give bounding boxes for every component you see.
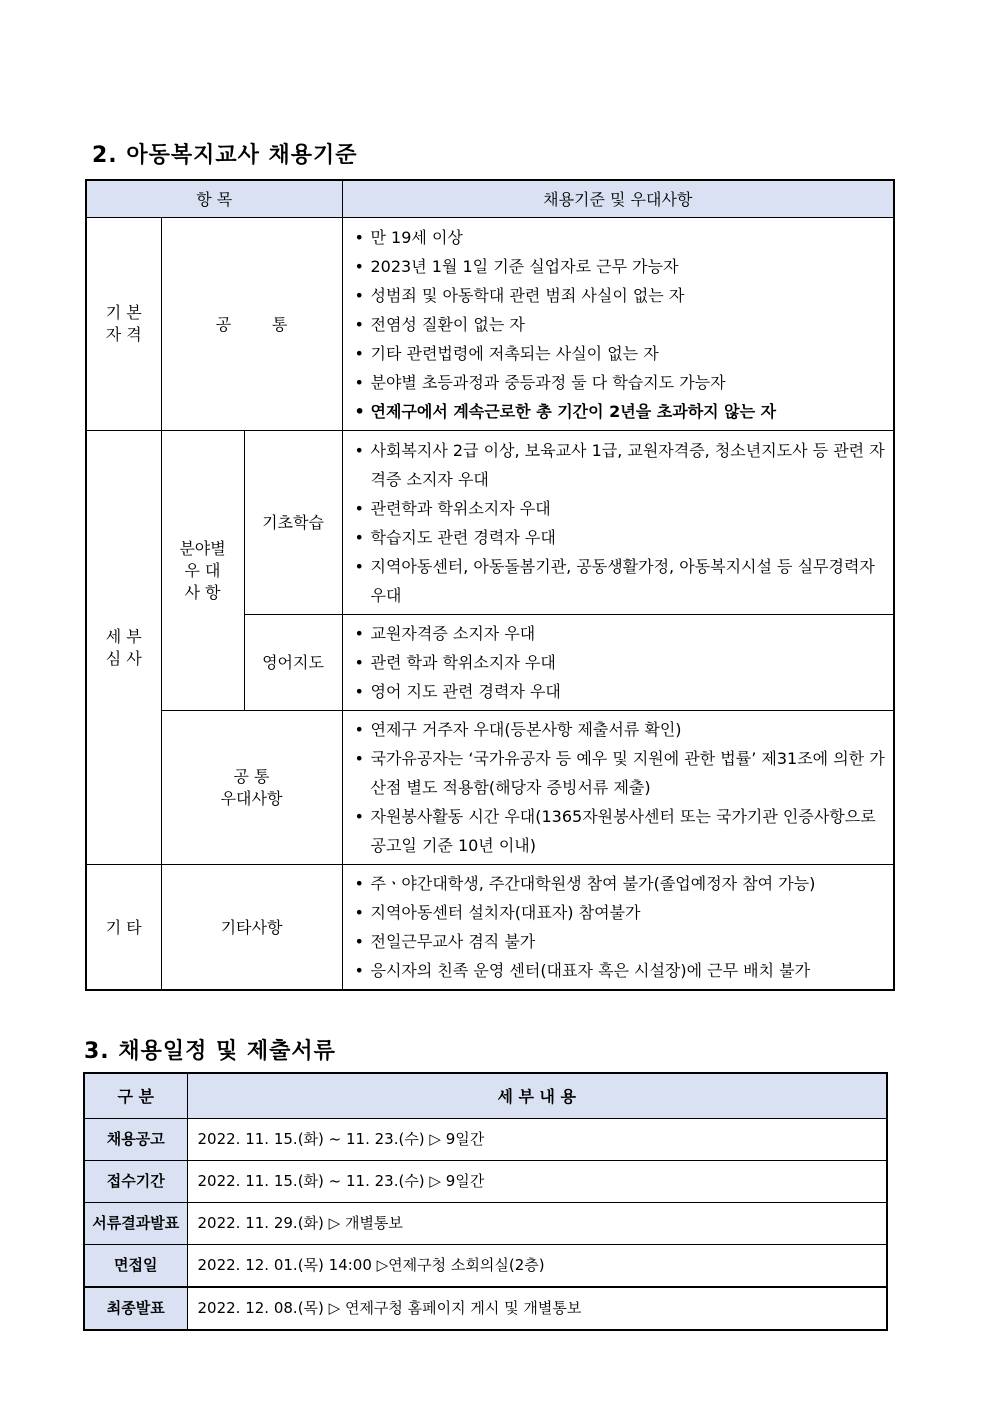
section-title-criteria: 2. 아동복지교사 채용기준: [92, 143, 358, 168]
criteria-header-row: [86, 180, 894, 218]
list-item: • 연제구 거주자 우대(등본사항 제출서류 확인): [353, 715, 888, 744]
schedule-row: [84, 1287, 887, 1330]
schedule-row-label: 최종발표: [84, 1287, 187, 1330]
header-category: 구 분: [84, 1073, 187, 1119]
english-label: 영어지도: [244, 615, 342, 711]
schedule-row-value: 2022. 11. 29.(화) ▷ 개별통보: [187, 1203, 887, 1245]
etc-items-list: [343, 865, 894, 989]
header-item: 항 목: [86, 180, 342, 218]
list-item: • 응시자의 친족 운영 센터(대표자 혹은 시설장)에 근무 배치 불가: [353, 956, 888, 985]
list-item: • 전일근무교사 겸직 불가: [353, 927, 888, 956]
basic-study-label: 기초학습: [244, 431, 342, 615]
list-item: • 사회복지사 2급 이상, 보육교사 1급, 교원자격증, 청소년지도사 등 관련 자격증 소지자 우대: [353, 436, 888, 494]
header-criteria: 채용기준 및 우대사항: [342, 180, 894, 218]
list-item: • 관련학과 학위소지자 우대: [353, 494, 888, 523]
schedule-row: [84, 1161, 887, 1203]
label-line: 자 격: [105, 325, 142, 344]
basic-qualification-label: [86, 218, 161, 431]
schedule-header-row: [84, 1073, 887, 1119]
etc-label: 기 타: [86, 865, 161, 991]
list-item: • 학습지도 관련 경력자 우대: [353, 523, 888, 552]
schedule-row-value: 2022. 11. 15.(화) ~ 11. 23.(수) ▷ 9일간: [187, 1119, 887, 1161]
list-item: • 영어 지도 관련 경력자 우대: [353, 677, 888, 706]
basic-study-items-list: [343, 432, 894, 614]
english-items-cell: [342, 615, 894, 711]
list-item: • 전염성 질환이 없는 자: [353, 310, 888, 339]
list-item: • 분야별 초등과정과 중등과정 둘 다 학습지도 가능자: [353, 368, 888, 397]
list-item: • 연제구에서 계속근로한 총 기간이 2년을 초과하지 않는 자: [353, 397, 888, 426]
schedule-row-label: 면접일: [84, 1245, 187, 1288]
list-item: • 성범죄 및 아동학대 관련 범죄 사실이 없는 자: [353, 281, 888, 310]
etc-items-cell: [342, 865, 894, 991]
label-line: 세 부: [105, 626, 142, 646]
detail-review-label: [86, 431, 161, 865]
common-preference-row: [86, 711, 894, 865]
schedule-row-value: 2022. 11. 15.(화) ~ 11. 23.(수) ▷ 9일간: [187, 1161, 887, 1203]
list-item: • 지역아동센터 설치자(대표자) 참여불가: [353, 898, 888, 927]
basic-common-label: 공 통: [161, 218, 342, 431]
basic-items-list: [343, 219, 894, 430]
basic-study-row: [86, 431, 894, 615]
schedule-row-value: 2022. 12. 08.(목) ▷ 연제구청 홈페이지 게시 및 개별통보: [187, 1287, 887, 1330]
label-line: 공 통: [233, 766, 270, 786]
section-title-schedule: 3. 채용일정 및 제출서류: [84, 1039, 336, 1064]
schedule-row: [84, 1119, 887, 1161]
schedule-row: [84, 1203, 887, 1245]
etc-row: [86, 865, 894, 991]
list-item: • 자원봉사활동 시간 우대(1365자원봉사센터 또는 국가기관 인증사항으로 공고일 기준 10년 이내): [353, 802, 888, 860]
basic-items-cell: [342, 218, 894, 431]
header-details: 세 부 내 용: [187, 1073, 887, 1119]
list-item: • 국가유공자는 ‘국가유공자 등 예우 및 지원에 관한 법률’ 제31조에 의한 가산점 별도 적용함(해당자 증빙서류 제출): [353, 744, 888, 802]
etc-sub-label: 기타사항: [161, 865, 342, 991]
list-item: • 관련 학과 학위소지자 우대: [353, 648, 888, 677]
list-item: • 2023년 1월 1일 기준 실업자로 근무 가능자: [353, 252, 888, 281]
label-line: 분야별: [179, 538, 226, 558]
label-line: 우 대: [184, 560, 221, 580]
list-item: • 지역아동센터, 아동돌봄기관, 공동생활가정, 아동복지시설 등 실무경력자 우대: [353, 552, 888, 610]
common-preference-items-list: [343, 711, 894, 864]
schedule-row-label: 서류결과발표: [84, 1203, 187, 1245]
schedule-table: [83, 1072, 888, 1331]
basic-row: [86, 218, 894, 431]
schedule-row-label: 접수기간: [84, 1161, 187, 1203]
label-line: 기 본: [105, 303, 142, 322]
list-item: • 교원자격증 소지자 우대: [353, 619, 888, 648]
english-items-list: [343, 615, 894, 710]
label-line: 사 항: [184, 582, 221, 602]
field-preference-label: [161, 431, 244, 711]
basic-study-items-cell: [342, 431, 894, 615]
label-line: 우대사항: [220, 788, 283, 808]
label-line: 심 사: [105, 648, 142, 668]
list-item: • 주ㆍ야간대학생, 주간대학원생 참여 불가(졸업예정자 참여 가능): [353, 869, 888, 898]
list-item: • 만 19세 이상: [353, 223, 888, 252]
schedule-row: [84, 1245, 887, 1288]
schedule-row-label: 채용공고: [84, 1119, 187, 1161]
common-preference-label: [161, 711, 342, 865]
criteria-table: [85, 179, 895, 991]
common-preference-items-cell: [342, 711, 894, 865]
list-item: • 기타 관련법령에 저촉되는 사실이 없는 자: [353, 339, 888, 368]
schedule-row-value: 2022. 12. 01.(목) 14:00 ▷연제구청 소회의실(2층): [187, 1245, 887, 1288]
